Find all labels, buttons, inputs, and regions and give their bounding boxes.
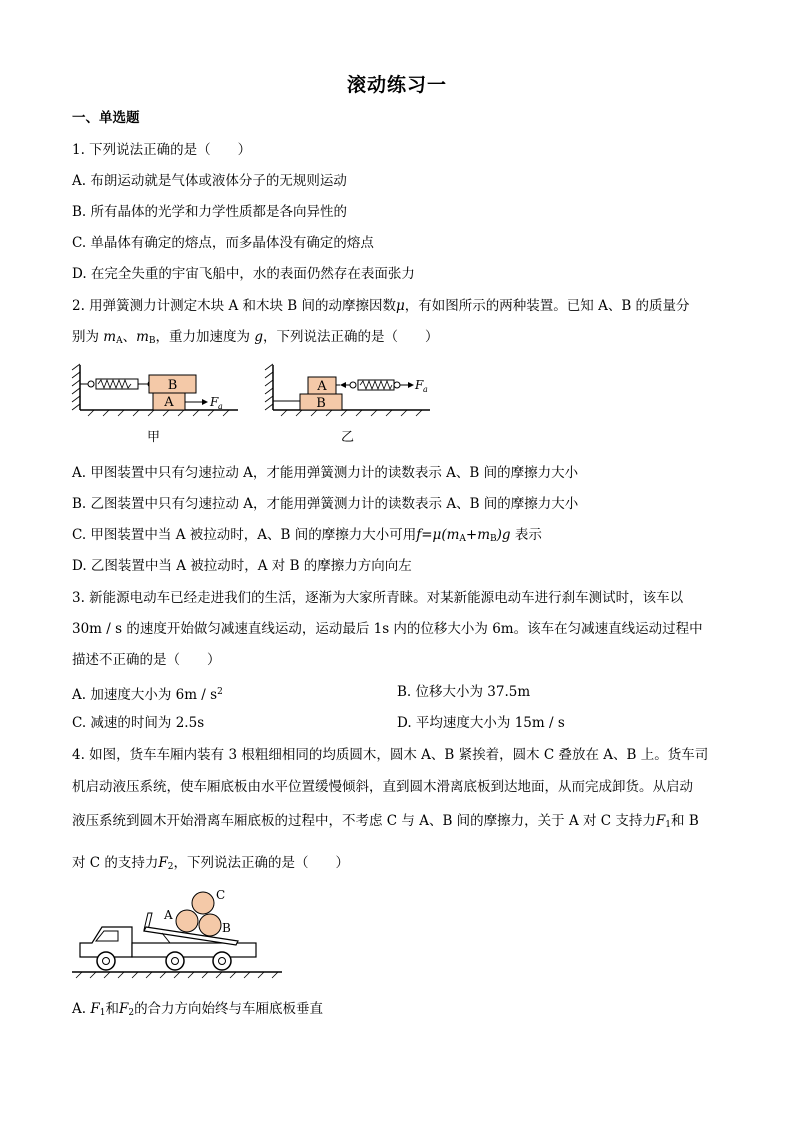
force-symbol: F [90,1001,100,1017]
mass-subscript-a: A [116,336,123,346]
q3-stem-line3: 描述不正确的是（ ） [72,652,221,668]
q4-stem-line3 [72,811,699,835]
q3-option-b: B. 位移大小为 37.5m [397,684,531,700]
figure-jia [72,364,238,416]
q2-option-c-text: C. 甲图装置中当 A 被拉动时，A、B 间的摩擦力大小可用 [72,527,417,543]
mass-subscript-a: A [459,534,466,544]
friction-formula: f=μ(m [416,527,460,543]
block-b-label: B [167,378,178,393]
q1-option-c: C. 单晶体有确定的熔点，而多晶体没有确定的熔点 [72,235,374,251]
q4-stem-line2: 机启动液压系统，使车厢底板由水平位置缓慢倾斜，直到圆木滑离底板到达地面，从而完成卸货。从启动 [72,779,693,795]
log-c [192,892,214,914]
truck-chassis [132,943,256,957]
q2-stem-part2: ，有如图所示的两种装置。已知 A、B 的质量分 [404,298,690,314]
force-label: F [210,395,219,409]
figure-label-yi: 乙 [341,430,355,445]
log-b-label: B [222,921,231,935]
force-symbol: F [158,855,168,871]
force-symbol: F [655,813,666,829]
force-label: F [415,378,424,392]
exponent: 2 [217,687,223,697]
q1-option-a: A. 布朗运动就是气体或液体分子的无规则运动 [72,173,347,189]
force-subscript-1: 1 [665,820,672,830]
q2-stem-line1 [72,296,690,316]
force-symbol: F [118,1001,129,1017]
q3-stem-line2: 30m / s 的速度开始做匀减速直线运动，运动最后 1s 内的位移大小为 6m。该车在匀减速直线运动过程中 [72,621,703,637]
q1-stem: 1. 下列说法正确的是（ ） [72,142,252,158]
q2-option-a: A. 甲图装置中只有匀速拉动 A，才能用弹簧测力计的读数表示 A、B 间的摩擦力大小 [72,465,579,481]
q4-stem-line4 [72,853,349,877]
q2-stem-part4: ，重力加速度为 [155,329,255,345]
q2-stem-part5: ，下列说法正确的是（ ） [263,329,439,345]
force-subscript-1: 1 [99,1008,106,1018]
force-subscript-2: 2 [167,862,174,872]
figure-label-jia: 甲 [147,430,161,445]
friction-formula-mid: +m [465,527,491,543]
q4-stem-line3-text: 液压系统到圆木开始滑离车厢底板的过程中，不考虑 C 与 A、B 间的摩擦力，关于 A 对 C 支持力 [72,813,656,829]
q4-stem-line1: 4. 如图，货车车厢内装有 3 根粗细相同的均质圆木，圆木 A、B 紧挨着，圆木 C 叠放在 A、B 上。货车司 [72,747,709,763]
force-subscript-2: 2 [128,1008,135,1018]
q4-option-a-prefix: A. [72,1001,91,1017]
section-heading: 一、单选题 [72,110,140,126]
block-b-label: B [316,396,326,411]
q2-figure [68,360,448,450]
q3-option-a [72,682,223,705]
force-subscript: a [218,402,223,411]
q2-option-d: D. 乙图装置中当 A 被拉动时，A 对 B 的摩擦力方向向左 [72,558,412,574]
mass-subscript-b: B [148,336,156,346]
q2-stem-part1: 2. 用弹簧测力计测定木块 A 和木块 B 间的动摩擦因数 [72,298,397,314]
q2-stem-part3: 别为 [72,329,104,345]
q3-option-a-text: A. 加速度大小为 6m / s [72,687,218,703]
q2-stem-line2: 别为 $m_A$、$m_B$，重力加速度为 g，下列说法正确的是（ ） [72,329,439,346]
q1-option-d: D. 在完全失重的宇宙飞船中，水的表面仍然存在表面张力 [72,266,415,282]
q3-option-c: C. 减速的时间为 2.5s [72,715,205,731]
force-subscript: a [423,385,428,394]
log-a-label: A [164,908,173,922]
q2-option-c [72,525,542,549]
mu-symbol: μ [396,298,405,314]
mass-symbol: m [103,329,117,345]
q4-option-a [72,999,323,1023]
page-title: 滚动练习一 [346,74,447,96]
q4-option-a-text: 的合力方向始终与车厢底板垂直 [134,1001,324,1017]
q3-option-d: D. 平均速度大小为 15m / s [397,715,565,731]
mass-subscript-b: B [490,534,497,544]
gravity-symbol: g [254,329,263,345]
log-c-label: C [216,888,226,902]
mass-symbol: m [136,329,149,345]
figure-yi [265,364,430,416]
log-b [199,914,221,936]
q2-option-b: B. 乙图装置中只有匀速拉动 A，才能用弹簧测力计的读数表示 A、B 间的摩擦力大小 [72,496,579,512]
q4-truck-figure [70,885,290,980]
q2-option-c-suffix: 表示 [510,527,542,543]
block-a-label: A [164,395,174,410]
q4-option-a-and: 和 [105,1001,119,1017]
q1-option-b: B. 所有晶体的光学和力学性质都是各向异性的 [72,204,348,220]
log-a [176,910,198,932]
block-a-label: A [317,379,327,394]
q4-stem-line3-suffix: 和 B [671,813,699,829]
friction-formula-end: )g [496,527,511,543]
q4-stem-line4-suffix: ，下列说法正确的是（ ） [173,855,350,871]
q4-stem-line4-text: 对 C 的支持力 [72,855,159,871]
q3-stem-line1: 3. 新能源电动车已经走进我们的生活，逐渐为大家所青睐。对某新能源电动车进行刹车测试时，该车以 [72,590,684,606]
